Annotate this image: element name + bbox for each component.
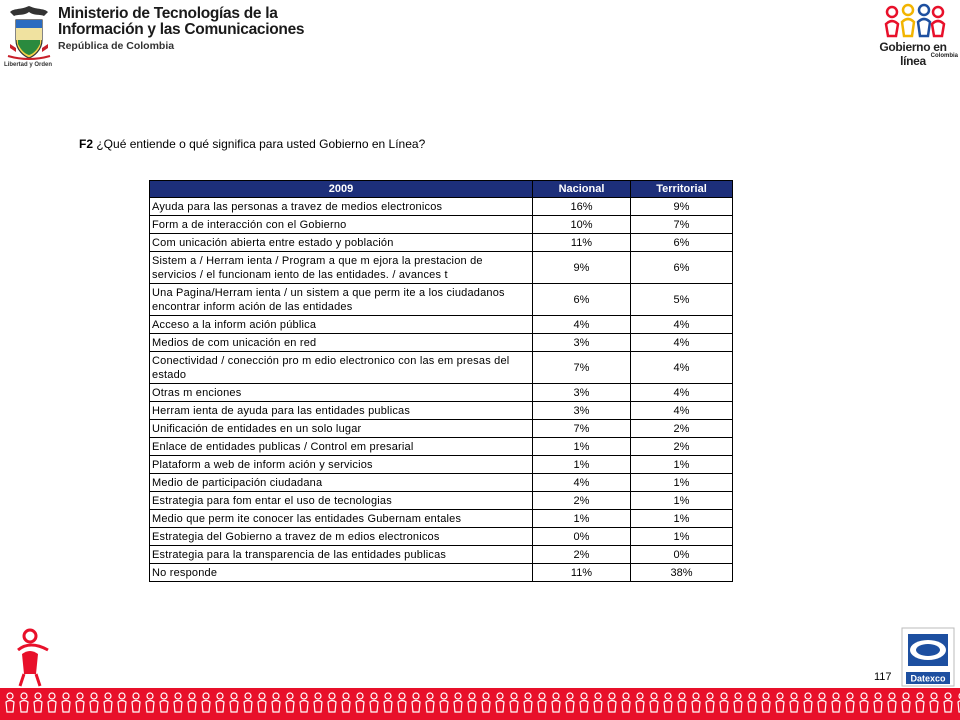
footer-figure-icon: [594, 693, 602, 712]
footer-figure-icon: [804, 693, 812, 712]
row-label: Medio que perm ite conocer las entidades Gubernam entales: [150, 510, 533, 528]
footer-figure-icon: [818, 693, 826, 712]
footer-figure-icon: [188, 693, 196, 712]
footer-figure-icon: [482, 693, 490, 712]
table-row: [150, 284, 733, 316]
table-row: [150, 456, 733, 474]
header-territorial: Territorial: [631, 181, 733, 198]
footer-figure-icon: [300, 693, 308, 712]
table-row: [150, 402, 733, 420]
table-row: [150, 528, 733, 546]
row-label: Herram ienta de ayuda para las entidades publicas: [150, 402, 533, 420]
footer-figure-icon: [790, 693, 798, 712]
footer-figure-icon: [454, 693, 462, 712]
row-territorial-value: 6%: [631, 234, 733, 252]
row-territorial-value: 38%: [631, 564, 733, 582]
row-territorial-value: 5%: [631, 284, 733, 316]
footer-figure-icon: [706, 693, 714, 712]
footer-figure-icon: [636, 693, 644, 712]
footer-figure-icon: [874, 693, 882, 712]
footer-figure-icon: [566, 693, 574, 712]
footer-figure-icon: [748, 693, 756, 712]
table-row: [150, 234, 733, 252]
table-row: [150, 492, 733, 510]
datexco-logo-icon: [900, 626, 956, 688]
footer-figure-icon: [762, 693, 770, 712]
row-nacional-value: 9%: [533, 252, 631, 284]
row-label: Otras m enciones: [150, 384, 533, 402]
row-territorial-value: 7%: [631, 216, 733, 234]
row-territorial-value: 4%: [631, 384, 733, 402]
footer-figure-icon: [342, 693, 350, 712]
ministry-line-1: Ministerio de Tecnologías de la: [58, 5, 278, 22]
footer-figure-icon: [860, 693, 868, 712]
row-nacional-value: 4%: [533, 474, 631, 492]
footer-figure-icon: [328, 693, 336, 712]
header-year: 2009: [150, 181, 533, 198]
row-nacional-value: 7%: [533, 352, 631, 384]
footer-figure-icon: [888, 693, 896, 712]
footer-figure-icon: [552, 693, 560, 712]
footer-figure-icon: [734, 693, 742, 712]
table-row: [150, 352, 733, 384]
footer-figure-icon: [258, 693, 266, 712]
row-nacional-value: 11%: [533, 564, 631, 582]
footer-figure-icon: [832, 693, 840, 712]
footer-figure-icon: [160, 693, 168, 712]
footer-figure-icon: [622, 693, 630, 712]
footer-figure-icon: [650, 693, 658, 712]
footer-figure-icon: [692, 693, 700, 712]
datexco-logo-text: Datexco: [910, 673, 946, 684]
row-nacional-value: 11%: [533, 234, 631, 252]
row-territorial-value: 2%: [631, 438, 733, 456]
row-label: Unificación de entidades en un solo lugar: [150, 420, 533, 438]
row-nacional-value: 3%: [533, 384, 631, 402]
row-territorial-value: 1%: [631, 474, 733, 492]
gobierno-en-linea-text: Gobierno en línea: [879, 40, 947, 68]
footer-figure-icon: [272, 693, 280, 712]
ministry-line-3: República de Colombia: [58, 40, 175, 52]
row-nacional-value: 6%: [533, 284, 631, 316]
row-nacional-value: 2%: [533, 492, 631, 510]
question-title: [79, 137, 425, 151]
footer-figure-icon: [678, 693, 686, 712]
row-territorial-value: 1%: [631, 492, 733, 510]
footer-figure-icon: [370, 693, 378, 712]
row-nacional-value: 1%: [533, 510, 631, 528]
footer-figure-icon: [314, 693, 322, 712]
footer-figure-icon: [776, 693, 784, 712]
row-label: Plataform a web de inform ación y servicios: [150, 456, 533, 474]
row-nacional-value: 3%: [533, 334, 631, 352]
footer-figure-icon: [104, 693, 112, 712]
footer-figure-icon: [412, 693, 420, 712]
row-label: Estrategia del Gobierno a travez de m edios electronicos: [150, 528, 533, 546]
row-territorial-value: 9%: [631, 198, 733, 216]
table-row: [150, 510, 733, 528]
row-label: Enlace de entidades publicas / Control em presarial: [150, 438, 533, 456]
footer-figure-icon: [440, 693, 448, 712]
row-territorial-value: 2%: [631, 420, 733, 438]
footer-figure-icon: [34, 693, 42, 712]
row-territorial-value: 1%: [631, 528, 733, 546]
table-row: [150, 198, 733, 216]
row-label: Ayuda para las personas a travez de medios electronicos: [150, 198, 533, 216]
footer-figure-icon: [524, 693, 532, 712]
footer-figure-icon: [244, 693, 252, 712]
footer-figure-icon: [902, 693, 910, 712]
footer-figure-icon: [356, 693, 364, 712]
row-territorial-value: 4%: [631, 316, 733, 334]
colombia-crest-icon: [6, 4, 52, 62]
footer-figure-icon: [916, 693, 924, 712]
row-nacional-value: 2%: [533, 546, 631, 564]
footer-figure-icon: [76, 693, 84, 712]
footer-figure-icon: [468, 693, 476, 712]
row-territorial-value: 1%: [631, 510, 733, 528]
table-row: [150, 546, 733, 564]
table-row: [150, 252, 733, 284]
row-nacional-value: 0%: [533, 528, 631, 546]
table-row: [150, 564, 733, 582]
footer-figure-icon: [720, 693, 728, 712]
table-row: [150, 420, 733, 438]
footer-figure-icon: [132, 693, 140, 712]
footer-figure-icon: [48, 693, 56, 712]
question-code: F2: [79, 137, 94, 151]
row-nacional-value: 1%: [533, 456, 631, 474]
footer-figure-icon: [930, 693, 938, 712]
row-label: Form a de interacción con el Gobierno: [150, 216, 533, 234]
results-table: [149, 180, 733, 582]
row-nacional-value: 7%: [533, 420, 631, 438]
footer-figure-icon: [384, 693, 392, 712]
footer-figure-icon: [608, 693, 616, 712]
row-label: Medios de com unicación en red: [150, 334, 533, 352]
footer-figure-icon: [664, 693, 672, 712]
row-nacional-value: 10%: [533, 216, 631, 234]
footer-figure-icon: [20, 693, 28, 712]
row-label: Sistem a / Herram ienta / Program a que m ejora la prestacion de servicios / el funcionam iento de las entidades. / avances t: [150, 252, 533, 284]
person-figure-icon: [10, 628, 60, 688]
row-label: No responde: [150, 564, 533, 582]
table-row: [150, 216, 733, 234]
footer-figure-icon: [846, 693, 854, 712]
footer-figure-icon: [580, 693, 588, 712]
table-row: [150, 384, 733, 402]
row-label: Una Pagina/Herram ienta / un sistem a que perm ite a los ciudadanos encontrar inform ación de las entidades: [150, 284, 533, 316]
row-territorial-value: 0%: [631, 546, 733, 564]
question-text: ¿Qué entiende o qué significa para usted Gobierno en Línea?: [93, 137, 426, 151]
footer-decorative-band: [0, 688, 960, 720]
table-header-row: [150, 181, 733, 198]
row-label: Medio de participación ciudadana: [150, 474, 533, 492]
row-nacional-value: 3%: [533, 402, 631, 420]
row-label: Com unicación abierta entre estado y población: [150, 234, 533, 252]
footer-figure-icon: [496, 693, 504, 712]
footer-figures-pattern: [0, 688, 960, 720]
row-label: Estrategia para fom entar el uso de tecnologias: [150, 492, 533, 510]
row-label: Estrategia para la transparencia de las entidades publicas: [150, 546, 533, 564]
footer-figure-icon: [146, 693, 154, 712]
footer-figure-icon: [118, 693, 126, 712]
footer-figure-icon: [510, 693, 518, 712]
row-nacional-value: 1%: [533, 438, 631, 456]
table-row: [150, 438, 733, 456]
table-row: [150, 334, 733, 352]
row-territorial-value: 4%: [631, 334, 733, 352]
row-nacional-value: 16%: [533, 198, 631, 216]
row-territorial-value: 4%: [631, 402, 733, 420]
crest-caption: Libertad y Orden: [4, 62, 53, 68]
page-number: 117: [874, 671, 892, 683]
row-label: Acceso a la inform ación pública: [150, 316, 533, 334]
footer-figure-icon: [286, 693, 294, 712]
footer-figure-icon: [174, 693, 182, 712]
footer-figure-icon: [398, 693, 406, 712]
footer-figure-icon: [944, 693, 952, 712]
table-row: [150, 316, 733, 334]
footer-figure-icon: [6, 693, 14, 712]
footer-figure-icon: [216, 693, 224, 712]
row-nacional-value: 4%: [533, 316, 631, 334]
footer-figure-icon: [90, 693, 98, 712]
row-label: Conectividad / conección pro m edio electronico con las em presas del estado: [150, 352, 533, 384]
footer-figure-icon: [202, 693, 210, 712]
row-territorial-value: 4%: [631, 352, 733, 384]
ministry-line-2: Información y las Comunicaciones: [58, 21, 305, 38]
footer-figure-icon: [230, 693, 238, 712]
gobierno-en-linea-subtext: Colombia: [930, 53, 958, 59]
footer-figure-icon: [538, 693, 546, 712]
ministry-name: [58, 6, 304, 52]
row-territorial-value: 1%: [631, 456, 733, 474]
table-row: [150, 474, 733, 492]
header-nacional: Nacional: [533, 181, 631, 198]
footer-figure-icon: [62, 693, 70, 712]
row-territorial-value: 6%: [631, 252, 733, 284]
footer-figure-icon: [426, 693, 434, 712]
